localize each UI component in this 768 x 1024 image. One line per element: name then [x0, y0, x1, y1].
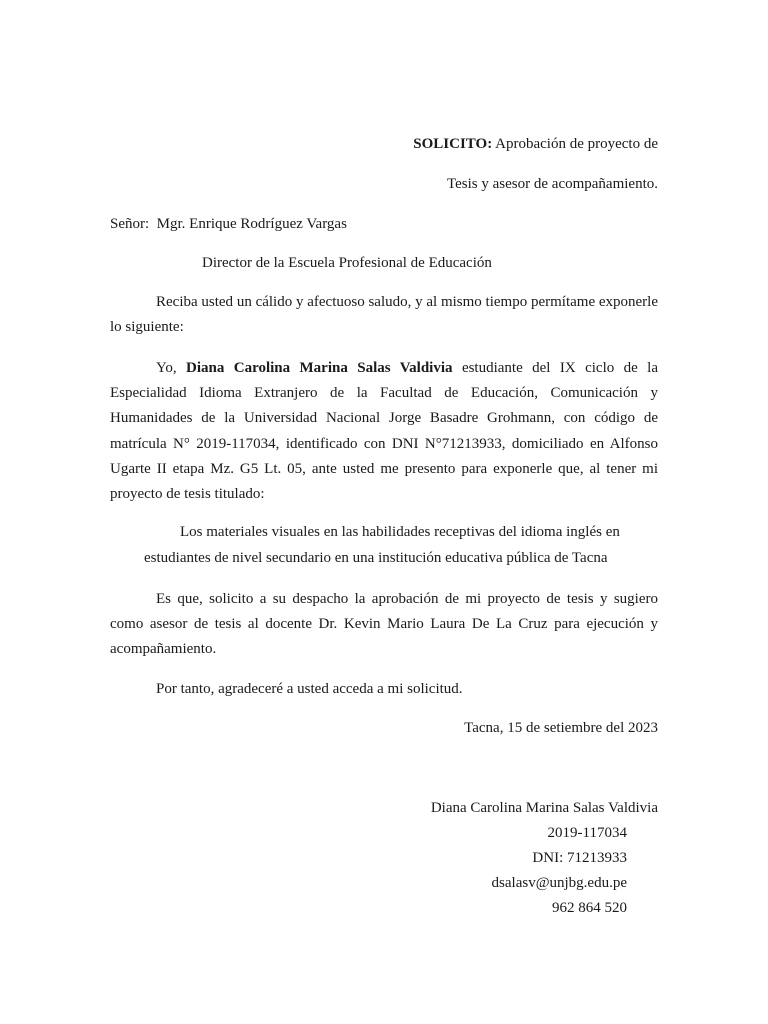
intro-start: Yo, [156, 360, 177, 376]
signature-name: Diana Carolina Marina Salas Valdivia [430, 800, 658, 816]
thesis-title-line-2: estudiantes de nivel secundario en una institución educativa pública de Tacna [144, 550, 608, 566]
signature-code: 2019-117034 [547, 825, 627, 841]
recipient-line [110, 214, 347, 234]
closing-line: Por tanto, agradeceré a usted acceda a mi solicitud. [156, 681, 463, 697]
subject-line-2: Tesis y asesor de acompañamiento. [447, 176, 658, 192]
recipient-role: Director de la Escuela Profesional de Educación [202, 255, 492, 271]
salutation: Señor: [110, 216, 150, 232]
subject-line-1 [413, 134, 658, 154]
recipient-name: Mgr. Enrique Rodríguez Vargas [156, 216, 347, 232]
student-name: Diana Carolina Marina Salas Valdivia [186, 360, 453, 376]
request-paragraph [110, 587, 658, 663]
request-text: Es que, solicito a su despacho la aprobación de mi proyecto de tesis y sugiero como asesor de tesis al docente Dr. Kevin Mario Laura De La Cruz para ejecución y acompañamiento. [110, 591, 658, 658]
thesis-title-line-1: Los materiales visuales en las habilidades receptivas del idioma inglés en [180, 524, 620, 540]
signature-phone: 962 864 520 [552, 900, 627, 916]
intro-rest: estudiante del IX ciclo de la Especialidad Idioma Extranjero de la Facultad de Educación, Comunicación y Humanidades de la Universidad Nacional Jorge Basadre Grohmann, con código de matrícula N° 2019-117034, identificado con DNI N°71213933, domiciliado en Alfonso Ugarte II etapa Mz. G5 Lt. 05, ante usted me presento para exponerle que, al tener mi proyecto de tesis titulado: [110, 360, 659, 503]
subject-text-1: Aprobación de proyecto de [495, 136, 658, 152]
subject-label: SOLICITO: [413, 136, 493, 152]
greeting-text: Reciba usted un cálido y afectuoso saludo, y al mismo tiempo permítame exponerle lo siguiente: [110, 294, 658, 336]
greeting-paragraph [110, 290, 658, 340]
date-line: Tacna, 15 de setiembre del 2023 [464, 720, 658, 736]
signature-email: dsalasv@unjbg.edu.pe [491, 875, 627, 891]
intro-paragraph [110, 356, 658, 507]
signature-dni: DNI: 71213933 [532, 850, 627, 866]
